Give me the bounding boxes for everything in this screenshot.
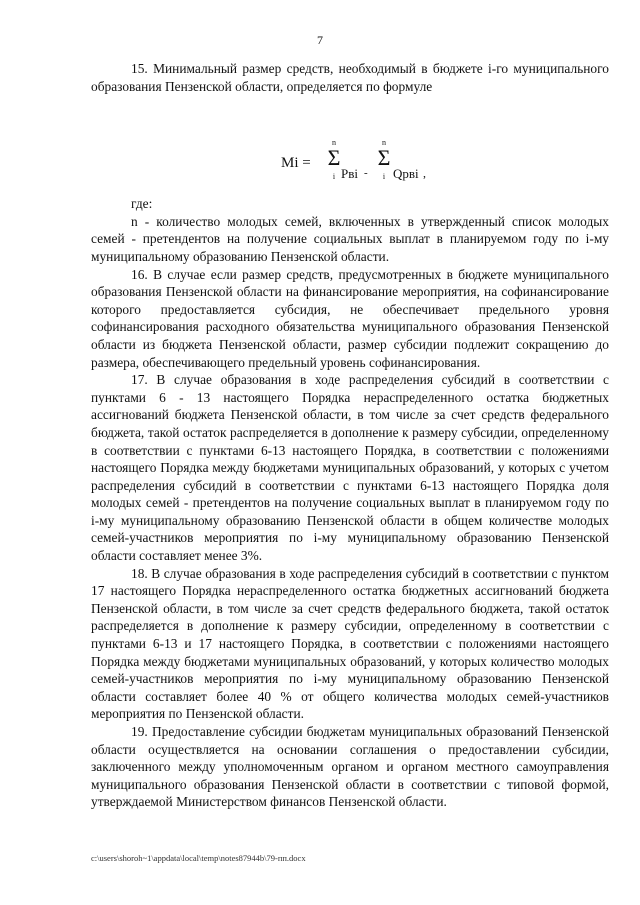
paragraph-19: 19. Предоставление субсидии бюджетам муниципальных образований Пензенской области осуществляется на основании соглашения о предоставлении субсидии, заключенного между уполномоченным органом и органом местного самоуправления муниципального образования Пензенской области в соответствии с типовой формой, утверждаемой Министерством финансов Пензенской области. (91, 724, 609, 810)
page-number: 7 (317, 33, 323, 47)
sum1-upper-limit: n (332, 138, 336, 148)
sum2-upper-limit: n (382, 138, 386, 148)
where-label: где: (131, 196, 153, 212)
paragraph-18: 18. В случае образования в ходе распределения субсидий в соответствии с пунктом 17 настоящего Порядка нераспределенного остатка бюджетных ассигнований бюджета Пензенской области, в том числе за счет средств федерального бюджета, такой остаток распределяется в дополнение к размеру субсидии, определенному в соответствии с пунктами 6-13 и 17 настоящего Порядка, в соответствии с положениями настоящего Порядка между бюджетами муниципальных образований, у которых количество молодых семей-участников мероприятия по i-му муниципальному образованию Пензенской области составляет более 40 % от общего количества молодых семей-участников мероприятия по Пензенской области. (91, 565, 609, 722)
sigma-1: Σ (327, 145, 341, 171)
sigma-2: Σ (377, 145, 391, 171)
formula-minus: - (364, 167, 368, 180)
file-path-footer: c:\users\shoroh~1\appdata\local\temp\notes87944b\79-пп.docx (91, 853, 306, 863)
document-body (91, 60, 609, 811)
sum2-lower-limit: i (382, 172, 386, 182)
formula-term-1: Рвi (341, 166, 358, 182)
sum1-lower-limit: i (332, 172, 336, 182)
formula-term-2: Qрвi (393, 166, 419, 182)
formula-lhs: Mi = (281, 155, 311, 172)
paragraph-17: 17. В случае образования в ходе распределения субсидий в соответствии с пунктами 6 - 13 настоящего Порядка нераспределенного остатка бюджетных ассигнований бюджета Пензенской области, в том числе за счет средств федерального бюджета, такой остаток распределяется в дополнение к размеру субсидии, определенному в соответствии с пунктами 6-13 настоящего Порядка, в соответствии с положениями настоящего Порядка между бюджетами муниципальных образований, у которых с учетом распределения субсидий в соответствии с пунктами 6-13 настоящего Порядка доля молодых семей - претендентов на получение социальных выплат в планируемом году по i-му муниципальному образованию Пензенской области в общем количестве молодых семей-участников мероприятия по i-му муниципальному образованию Пензенской области составляет менее 3%. (91, 372, 609, 564)
where-definition: n - количество молодых семей, включенных в утвержденный список молодых семей - претендентов на получение социальных выплат в планируемом году по i-му муниципальному образованию Пензенской области. (91, 213, 609, 264)
formula-comma: , (423, 166, 426, 181)
paragraph-15: 15. Минимальный размер средств, необходимый в бюджете i-го муниципального образования Пензенской области, определяется по формуле (91, 61, 609, 94)
paragraph-16: 16. В случае если размер средств, предусмотренных в бюджете муниципального образования Пензенской области на финансирование мероприятия, на софинансирование которого предоставляется субсидия, не обеспечивает предельного уровня софинансирования расходного обязательства муниципального образования Пензенской области из бюджета Пензенской области, размер субсидии подлежит сокращению до размера, обеспечивающего предельный уровень софинансирования. (91, 266, 609, 370)
formula-block (91, 95, 609, 191)
